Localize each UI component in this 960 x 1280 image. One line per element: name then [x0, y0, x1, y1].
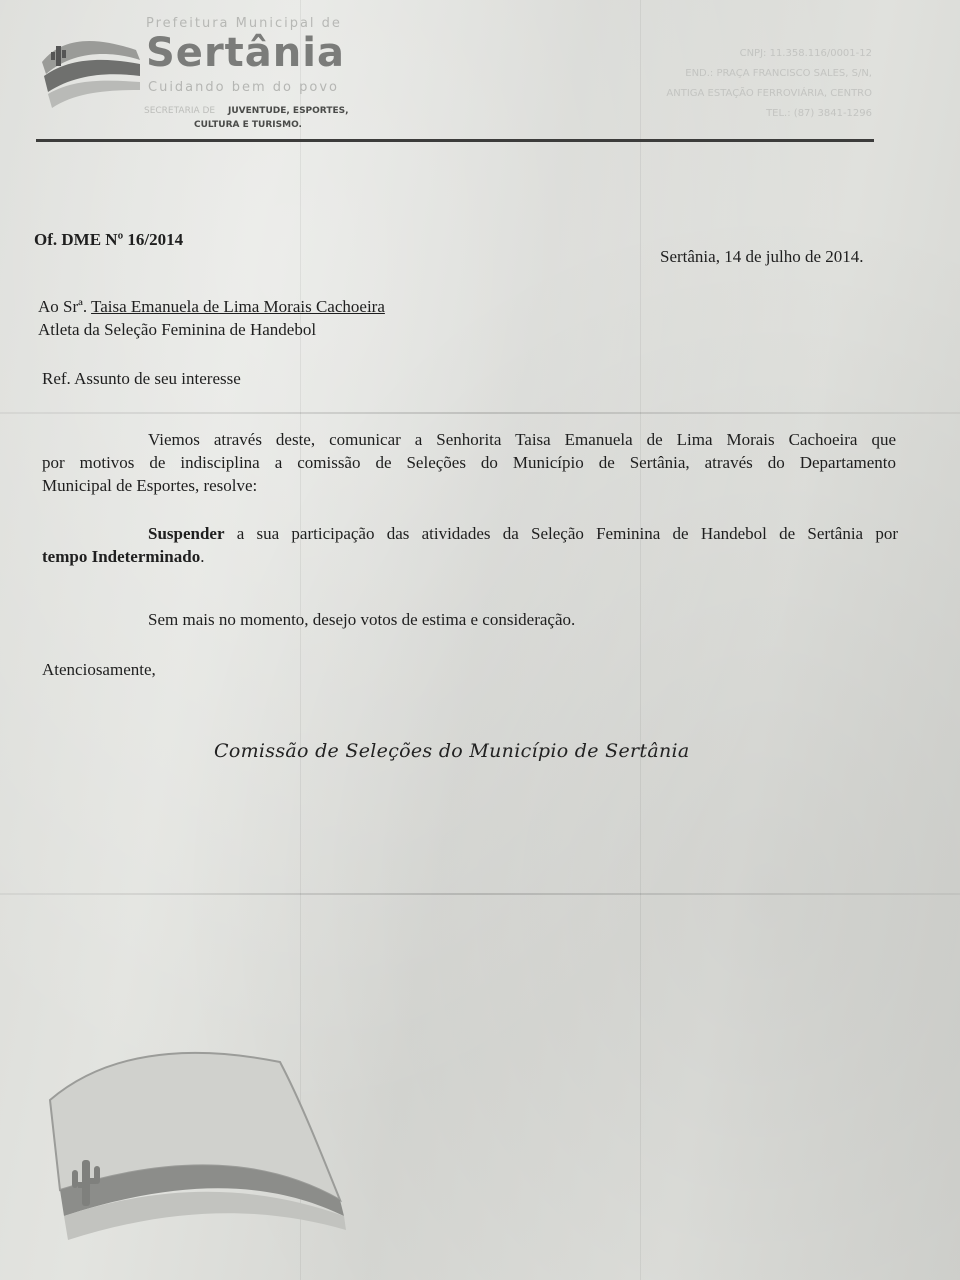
letterhead-municipality-name: Sertânia — [146, 30, 345, 76]
contact-line: ANTIGA ESTAÇÃO FERROVIÁRIA, CENTRO — [666, 88, 872, 99]
letterhead-department-line2: CULTURA E TURISMO. — [194, 120, 302, 130]
indeterminate-emphasis: tempo Indeterminado — [42, 547, 201, 566]
letterhead-contact-block — [572, 44, 872, 124]
letterhead-divider — [36, 139, 874, 142]
letterhead-department-prefix: SECRETARIA DE — [144, 106, 216, 116]
suspend-emphasis: Suspender — [148, 524, 225, 543]
sertania-flag-logo-icon — [36, 22, 146, 112]
date-line: Sertânia, 14 de julho de 2014. — [660, 247, 864, 266]
letterhead-prefix: Prefeitura Municipal de — [146, 16, 342, 31]
subject-line: Ref. Assunto de seu interesse — [42, 369, 241, 388]
recipient-prefix: Ao Srª. — [38, 297, 88, 316]
sertania-flag-watermark-icon — [40, 1040, 360, 1250]
recipient-line — [38, 297, 385, 317]
paragraph-text: a sua participação das atividades da Seleção Feminina de Handebol de Sertânia por — [224, 524, 898, 543]
recipient-name: Taisa Emanuela de Lima Morais Cachoeira — [91, 297, 385, 316]
contact-line: END.: PRAÇA FRANCISCO SALES, S/N, — [685, 68, 872, 79]
paragraph-line: Municipal de Esportes, resolve: — [42, 476, 258, 495]
paper-crease — [640, 0, 641, 1280]
contact-line: CNPJ: 11.358.116/0001-12 — [739, 48, 872, 59]
paper-fold-line — [0, 893, 960, 895]
recipient-role: Atleta da Seleção Feminina de Handebol — [38, 320, 317, 339]
salutation: Atenciosamente, — [42, 660, 156, 679]
footer-watermark-logo — [40, 1040, 360, 1250]
paper-fold-line — [0, 412, 960, 414]
letterhead-slogan: Cuidando bem do povo — [148, 80, 339, 95]
signature: Comissão de Seleções do Município de Sertânia — [214, 740, 690, 762]
letterhead-logo — [36, 16, 376, 136]
paragraph-line — [42, 522, 898, 545]
contact-line: TEL.: (87) 3841-1296 — [766, 108, 872, 119]
paragraph-text: . — [200, 547, 205, 566]
letterhead-department-line1: JUVENTUDE, ESPORTES, — [228, 106, 349, 116]
closing-paragraph: Sem mais no momento, desejo votos de estima e consideração. — [148, 610, 576, 629]
reference-number: Of. DME Nº 16/2014 — [34, 230, 184, 249]
paragraph-line: por motivos de indisciplina a comissão de Seleções do Município de Sertânia, através do Departamento — [42, 453, 896, 472]
body-paragraph-1 — [42, 428, 896, 497]
paragraph-line — [42, 545, 898, 568]
paragraph-line: Viemos através deste, comunicar a Senhorita Taisa Emanuela de Lima Morais Cachoeira que — [148, 430, 896, 449]
body-paragraph-2 — [42, 522, 898, 568]
